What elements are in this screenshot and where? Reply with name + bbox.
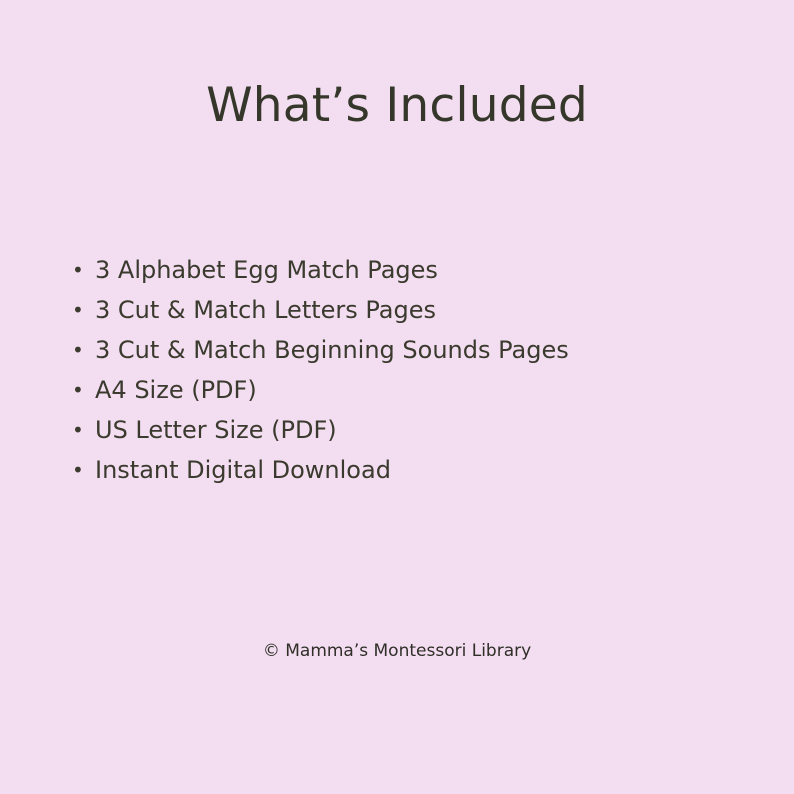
bullet-icon: • (72, 298, 84, 322)
list-item (72, 410, 569, 450)
list-item-label: 3 Alphabet Egg Match Pages (95, 256, 438, 284)
bullet-icon: • (72, 418, 84, 442)
list-item (72, 370, 569, 410)
list-item-label: 3 Cut & Match Letters Pages (95, 296, 437, 324)
included-items-list (72, 250, 569, 490)
list-item (72, 450, 569, 490)
bullet-icon: • (72, 338, 84, 362)
list-item (72, 330, 569, 370)
list-item-label: US Letter Size (PDF) (95, 416, 337, 444)
list-item (72, 250, 569, 290)
list-item (72, 290, 569, 330)
bullet-icon: • (72, 378, 84, 402)
list-item-label: Instant Digital Download (95, 456, 391, 484)
bullet-icon: • (72, 458, 84, 482)
list-item-label: 3 Cut & Match Beginning Sounds Pages (95, 336, 569, 364)
copyright-footer: © Mamma’s Montessori Library (262, 641, 532, 661)
bullet-icon: • (72, 258, 84, 282)
page-title: What’s Included (206, 78, 588, 133)
list-item-label: A4 Size (PDF) (95, 376, 257, 404)
